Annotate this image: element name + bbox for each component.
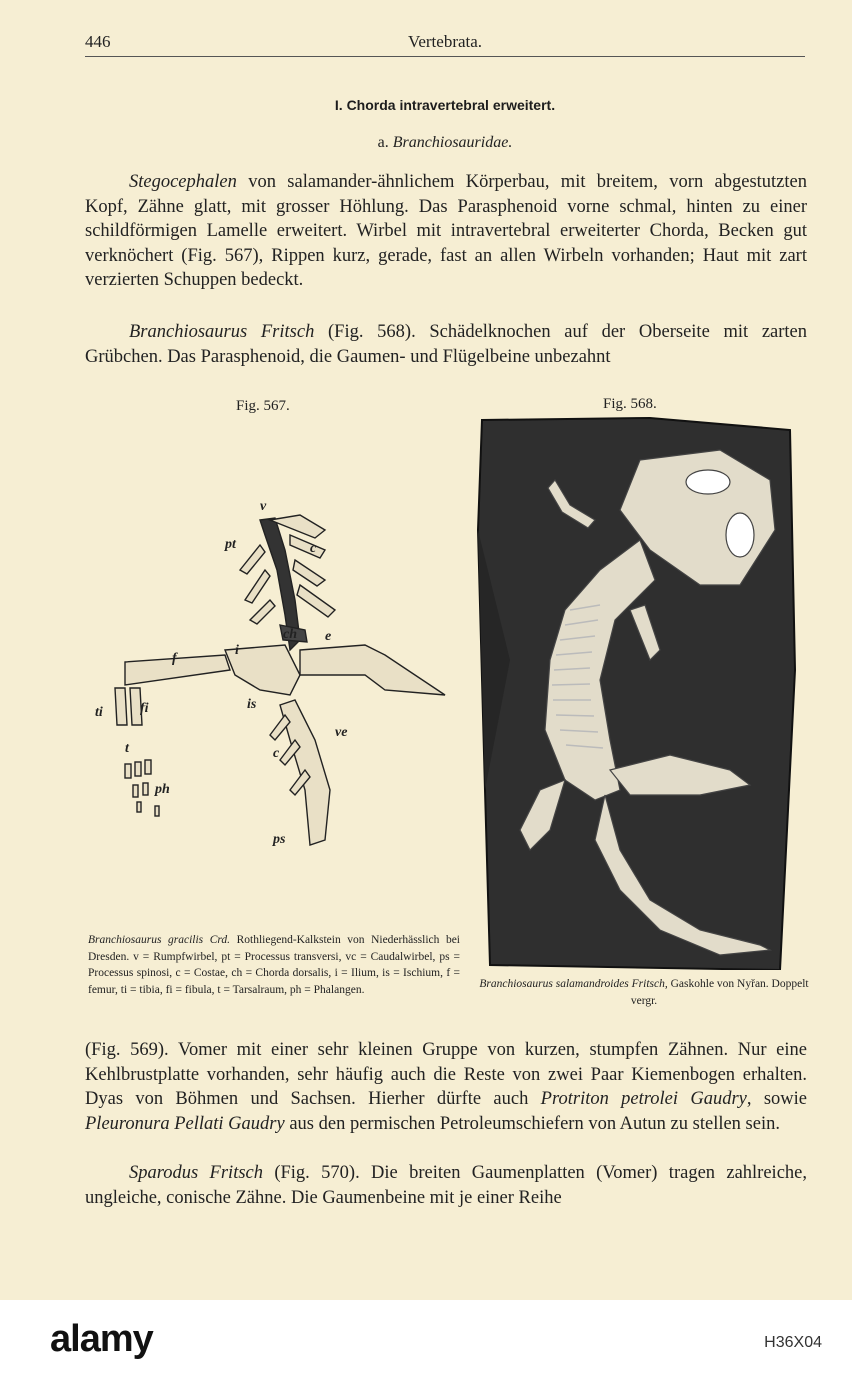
paragraph-stegocephalen	[85, 170, 807, 293]
page-header	[85, 30, 805, 57]
label-v: v	[260, 499, 267, 514]
label-ti: ti	[95, 705, 103, 720]
rib-left-2	[245, 570, 270, 603]
phalanx-3	[145, 760, 151, 774]
paragraph1-text: von salamander-ähnlichem Körperbau, mit breitem, vorn abgestutzten Kopf, Zähne glatt, mit grosser Höhlung. Das Parasphenoid vorne schmal, hinten zu einer schildförmigen Lamelle erweitert. Wirbel mit intravertebral erweiterter Chorda, Becken gut verknöchert (Fig. 567), Rippen kurz, gerade, fast an allen Wirbeln vorhanden; Haut mit zart verzierten Schuppen bedeckt.	[85, 172, 807, 290]
phalanx-2	[135, 762, 141, 776]
figure-567-label: Fig. 567.	[236, 398, 290, 414]
label-ph: ph	[155, 782, 170, 797]
paragraph-branchiosaurus	[85, 320, 807, 369]
subsection-heading	[85, 134, 805, 152]
label-i: i	[235, 643, 239, 658]
label-c-tail: c	[273, 746, 280, 761]
phalanx-7	[155, 806, 159, 816]
paragraph3-text-b: , sowie	[746, 1089, 808, 1109]
phalanx-4	[133, 785, 138, 797]
image-id: H36X04	[764, 1334, 822, 1351]
label-e: e	[325, 629, 332, 644]
alamy-logo: alamy	[50, 1318, 153, 1360]
label-c: c	[310, 541, 317, 556]
label-ve: ve	[335, 725, 348, 740]
fossil-eye-right	[726, 513, 754, 557]
rib-right-1	[290, 535, 325, 558]
rib-left-3	[250, 600, 275, 624]
paragraph4-text: (Fig. 570). Die breiten Gaumenplatten (Vomer) tragen zahlreiche, ungleiche, conische Zähne. Die Gaumenbeine mit je einer Reihe	[85, 1163, 807, 1208]
figure-567-caption	[88, 932, 460, 998]
phalanx-6	[137, 802, 141, 812]
figure-567-skeleton-illustration	[85, 490, 465, 870]
caption568-species: Branchiosaurus salamandroides Fritsch,	[479, 978, 668, 990]
subsection-name: Branchiosauridae.	[392, 134, 513, 151]
rib-right-2	[293, 560, 325, 586]
figure-568-label: Fig. 568.	[603, 396, 657, 412]
rib-left-1	[240, 545, 265, 574]
rib-right-3	[297, 585, 335, 617]
paragraph2-lead: Branchiosaurus Fritsch	[129, 322, 315, 342]
paragraph3-taxon2: Pleuronura Pellati Gaudry	[85, 1113, 285, 1134]
caption567-text: Rothliegend-Kalkstein von Niederhässlich bei Dresden. v = Rumpfwirbel, pt = Processus transversi, vc = Caudalwirbel, ps = Processus spinosi, c = Costae, ch = Chorda dorsalis, i = Ilium, is = Ischium, f = femur, ti = tibia, fi = fibula, t = Tarsalraum, ph = Phalangen.	[88, 934, 460, 996]
femur	[125, 655, 230, 685]
caption567-species: Branchiosaurus gracilis Crd.	[88, 934, 231, 946]
label-ch: ch	[283, 627, 297, 642]
label-fi: fi	[140, 701, 149, 716]
tibia	[115, 688, 127, 725]
paragraph-sparodus	[85, 1161, 807, 1210]
paragraph4-lead: Sparodus Fritsch	[129, 1163, 263, 1183]
paragraph3-taxon1: Protriton petrolei Gaudry	[540, 1089, 747, 1109]
ischium-tail	[300, 645, 445, 695]
running-title: Vertebrata.	[407, 32, 483, 51]
label-t: t	[125, 741, 129, 756]
label-f: f	[172, 651, 177, 666]
label-ps: ps	[273, 832, 286, 847]
paragraph3-text-a: (Fig. 569). Vomer mit einer sehr kleinen Gruppe von kurzen, stumpfen Zähnen. Nur eine Kehlbrustplatte vorhanden, sehr häufig auch die Reste von zwei Paar Kiemenbogen erhalten. Dyas von Böhmen und Sachsen. Hierher dürfte auch	[85, 1040, 807, 1109]
subsection-prefix: a.	[377, 134, 389, 151]
label-is: is	[247, 697, 257, 712]
section-heading: I. Chorda intravertebral erweitert.	[334, 97, 556, 113]
paragraph2-text: (Fig. 568). Schädelknochen auf der Oberseite mit zarten Grübchen. Das Parasphenoid, die Gaumen- und Flügelbeine unbezahnt	[85, 322, 808, 367]
fossil-eye-left	[686, 470, 730, 494]
figure-568-caption	[478, 976, 810, 1009]
label-pt: pt	[225, 537, 236, 552]
paragraph1-lead: Stegocephalen	[129, 172, 237, 192]
paragraph3-text-c: aus den permischen Petroleumschiefern von Autun zu stellen sein.	[284, 1113, 780, 1134]
page-number: 446	[85, 32, 111, 51]
phalanx-5	[143, 783, 148, 795]
paragraph-vomer	[85, 1038, 807, 1136]
caption568-text: Gaskohle von Nyřan. Doppelt vergr.	[630, 978, 809, 1007]
phalanx-1	[125, 764, 131, 778]
figure-568-fossil-slab	[470, 410, 800, 970]
